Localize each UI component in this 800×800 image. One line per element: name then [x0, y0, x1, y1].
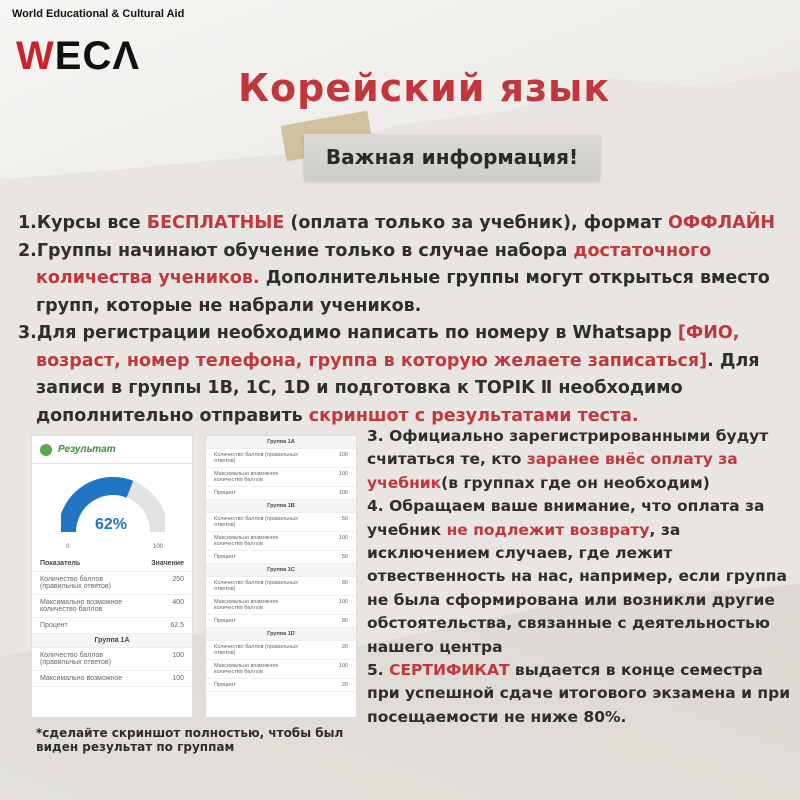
gauge-percent: 62%	[95, 516, 128, 533]
table-row	[206, 551, 356, 564]
groups-screenshot	[205, 435, 357, 718]
row-label: Максимально возможное количество баллов	[40, 599, 123, 613]
logo-first-letter: W	[16, 34, 55, 78]
row-label: Максимально возможное количество баллов	[214, 535, 279, 547]
row-value: 250	[172, 576, 184, 583]
row-label: Процент	[40, 622, 68, 629]
group-title: Группа 1В	[206, 500, 356, 513]
rule-3b-highlight: заранее внёс оплату за учебник	[367, 450, 738, 492]
group-title: Группа 1D	[206, 628, 356, 641]
rule-4-text: 4. Обращаем ваше внимание, что оплата за учебник	[367, 497, 765, 539]
row-value: 100	[338, 599, 348, 605]
rule-4-highlight: не подлежит возврату	[446, 520, 650, 539]
row-value: 100	[172, 652, 184, 659]
row-label: Количество баллов (правильных ответов)	[214, 644, 298, 656]
table-row	[206, 468, 356, 487]
row-value: 62.5	[170, 622, 184, 629]
rules-list	[18, 210, 788, 430]
table-row	[206, 532, 356, 551]
table-row	[32, 595, 192, 618]
table-header	[32, 556, 192, 572]
table-row	[206, 641, 356, 660]
result-screenshot	[31, 435, 193, 718]
result-header	[32, 436, 192, 464]
row-label: Количество баллов (правильных ответов)	[214, 516, 298, 528]
rule-1-text-2: (оплата только за учебник), формат	[284, 213, 669, 233]
row-value: 100	[338, 663, 348, 669]
logo-rest: ECɅ	[54, 34, 141, 78]
row-label: Количество баллов (правильных ответов)	[214, 452, 298, 464]
rule-4	[367, 495, 797, 659]
rule-2-text-2: Дополнительные группы могут открыться вместо групп, которые не набрали учеников.	[36, 268, 770, 316]
row-value: 20	[341, 644, 348, 650]
row-value: 400	[172, 599, 184, 606]
row-label: Максимально возможное	[40, 675, 123, 682]
row-value: 50	[341, 554, 348, 560]
table-row	[32, 648, 192, 671]
row-label: Количество баллов (правильных ответов)	[214, 580, 298, 592]
row-label: Количество баллов (правильных ответов)	[40, 652, 111, 666]
row-value: 100	[338, 471, 348, 477]
result-gauge	[32, 464, 192, 556]
row-value: 100	[172, 675, 184, 682]
table-row	[32, 572, 192, 595]
rule-3b-text: 3. Официально зарегистрированными будут считаться те, кто	[367, 427, 769, 469]
rule-3b	[367, 425, 797, 495]
row-label: Количество баллов (правильных ответов)	[40, 576, 111, 590]
col-label: Показатель	[40, 560, 81, 567]
row-value: 100	[338, 452, 348, 458]
table-row	[32, 618, 192, 634]
rule-1-offline: ОФФЛАЙН	[668, 213, 775, 233]
row-label: Максимально возможное количество баллов	[214, 663, 279, 675]
gauge-max: 100	[153, 544, 164, 550]
important-banner	[304, 134, 600, 180]
table-row	[206, 513, 356, 532]
table-row	[206, 679, 356, 692]
rule-4-text-2: , за исключением случаев, где лежит отвественность на нас, например, если группа не была сформирована или возникли другие обстоятельства, связанные с деятельностью нашего центра	[367, 520, 787, 656]
table-row	[206, 449, 356, 468]
row-label: Процент	[214, 490, 236, 496]
group-title: Группа 1А	[32, 634, 192, 648]
rule-1	[18, 210, 788, 238]
group-title: Группа 1А	[206, 436, 356, 449]
row-label: Максимально возможное количество баллов	[214, 599, 279, 611]
group-title: Группа 1С	[206, 564, 356, 577]
row-value: 100	[338, 535, 348, 541]
rule-3-screenshot: скриншот с результатами теста.	[308, 405, 639, 426]
row-value: 80	[341, 580, 348, 586]
rule-5-text-2: выдается в конце семестра при успешной сдаче итогового экзамена и при посещаемости не ниже 80%.	[367, 661, 791, 726]
rule-2	[18, 238, 788, 321]
additional-rules	[367, 425, 797, 729]
row-label: Процент	[214, 554, 236, 560]
row-label: Процент	[214, 618, 236, 624]
badge-icon	[40, 444, 52, 456]
row-value: 20	[341, 682, 348, 688]
rule-3-highlight: [ФИО, возраст, номер телефона, группа в которую желаете записаться]	[36, 323, 740, 371]
rule-3-text: 3.Для регистрации необходимо написать по номеру в Whatsapp	[18, 323, 678, 343]
rule-1-text: 1.Курсы все	[18, 213, 147, 233]
row-value: 100	[338, 490, 348, 496]
rule-2-text: 2.Группы начинают обучение только в случае набора	[18, 240, 574, 261]
result-table	[32, 556, 192, 687]
banner-text: Важная информация!	[325, 145, 579, 169]
row-value: 80	[341, 618, 348, 624]
table-row	[206, 487, 356, 500]
rule-3b-text-2: (в группах где он необходим)	[441, 473, 710, 492]
screenshot-note: *сделайте скриншот полностью, чтобы был виден результат по группам	[36, 726, 344, 754]
weca-logo	[16, 34, 140, 79]
table-row	[32, 671, 192, 687]
row-label: Процент	[214, 682, 236, 688]
rule-2-highlight: достаточного количества учеников.	[36, 240, 712, 288]
table-row	[206, 577, 356, 596]
table-row	[206, 596, 356, 615]
row-label: Максимально возможное количество баллов	[214, 471, 279, 483]
table-row	[206, 660, 356, 679]
gauge-min: 0	[66, 544, 70, 550]
page-title: Корейский язык	[238, 66, 611, 110]
row-value: 50	[341, 516, 348, 522]
groups-table	[206, 436, 356, 692]
brand-tagline: World Educational & Cultural Aid	[12, 8, 185, 20]
rule-3	[18, 320, 788, 430]
rule-5	[367, 659, 797, 729]
rule-5-text: 5.	[367, 661, 390, 680]
rule-1-free: БЕСПЛАТНЫЕ	[146, 213, 285, 233]
rule-3-text-2: . Для записи в группы 1B, 1C, 1D и подготовка к TOPIK Ⅱ необходимо дополнительно отправить	[36, 350, 760, 426]
table-row	[206, 615, 356, 628]
result-header-label: Результат	[58, 444, 116, 455]
rule-5-certificate: СЕРТИФИКАТ	[389, 661, 510, 680]
col-value: Значение	[151, 560, 184, 567]
